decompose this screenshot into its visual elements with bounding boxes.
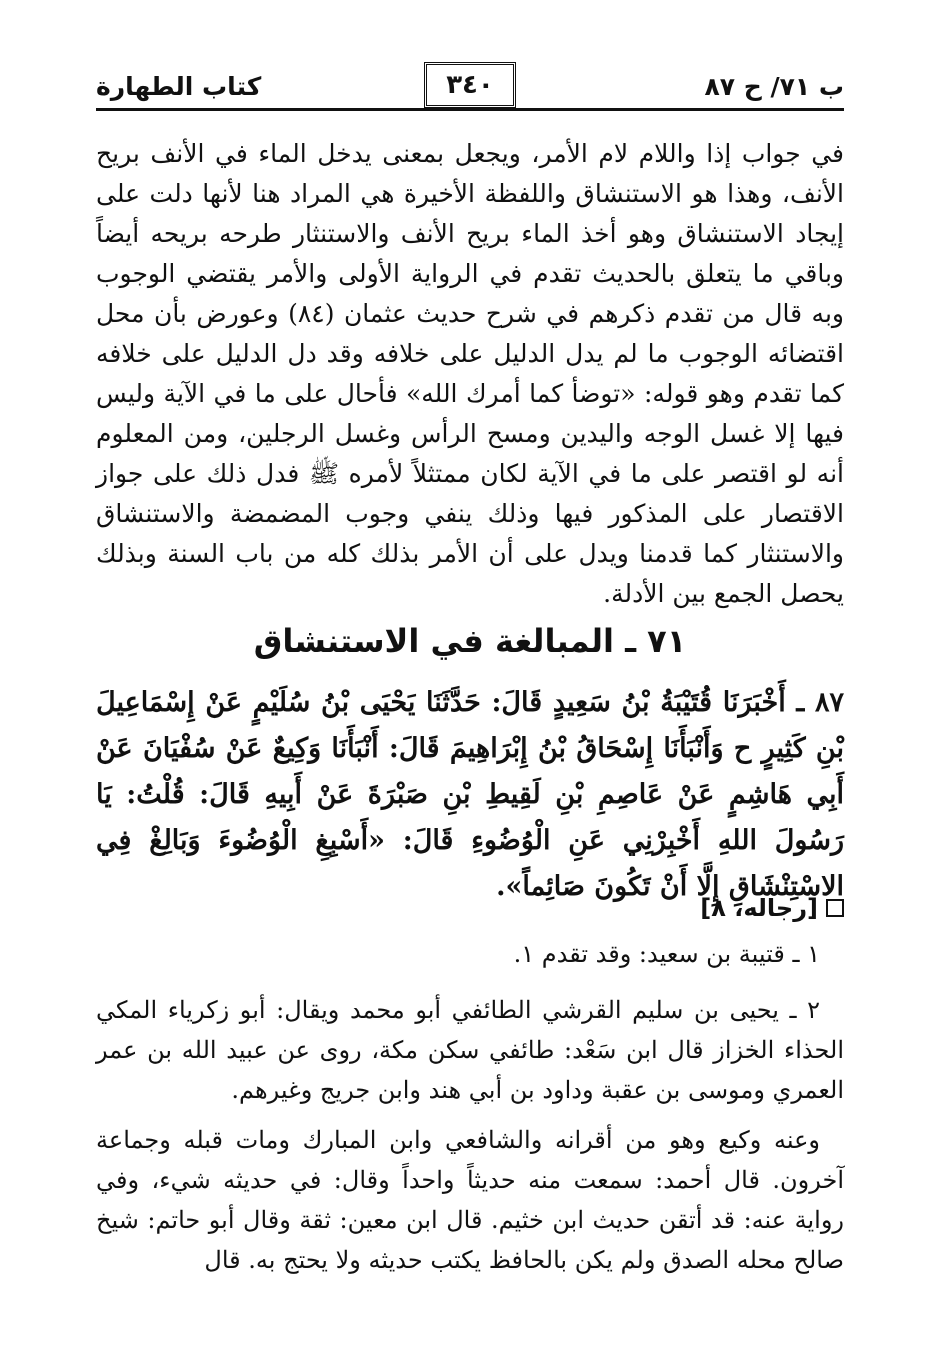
page-header: [96, 62, 844, 118]
narrators-section-label: [700, 894, 844, 922]
page-number: ٣٤٠: [424, 62, 516, 108]
chapter-reference: ب ٧١/ ح ٨٧: [704, 72, 844, 101]
commentary-paragraph: في جواب إذا واللام لام الأمر، ويجعل بمعنى يدخل الماء في الأنف بريح الأنف، وهذا هو الاستنشاق واللفظة الأخيرة هي المراد هنا لأنها دلت على إيجاد الاستنشاق وهو أخذ الماء بريح الأنف والاستنثار طرحه بريحه أيضاً وباقي ما يتعلق بالحديث تقدم في الرواية الأولى والأمر يقتضي الوجوب وبه قال من تقدم ذكرهم في شرح حديث عثمان (٨٤) وعورض بأن محل اقتضائه الوجوب ما لم يدل الدليل على خلافه وقد دل الدليل على خلافه كما تقدم وهو قوله: «توضأ كما أمرك الله» فأحال على ما في الآية وليس فيها إلا غسل الوجه واليدين ومسح الرأس وغسل الرجلين، ومن المعلوم أنه لو اقتصر على ما في الآية لكان ممتثلاً لأمره ﷺ فدل ذلك على جواز الاقتصار على المذكور فيها وذلك ينفي وجوب المضمضة والاستنشاق والاستنثار كما قدمنا ويدل على أن الأمر بذلك كله من باب السنة وبذلك يحصل الجمع بين الأدلة.: [96, 139, 844, 608]
narrators-label-text: [رجاله، ٨]: [700, 894, 818, 922]
narrator-entry-1: ١ ـ قتيبة بن سعيد: وقد تقدم ١.: [513, 940, 820, 968]
narrator-entry-2-continued: وعنه وكيع وهو من أقرانه والشافعي وابن المبارك ومات قبله وجماعة آخرون. قال أحمد: سمعت منه حديثاً واحداً وقال: في حديثه شيء، وفي رواية عنه: قد أتقن حديث ابن خثيم. قال ابن معين: ثقة وقال أبو حاتم: شيخ صالح محله الصدق ولم يكن بالحافظ يكتب حديثه ولا يحتج به. قال: [96, 1126, 844, 1274]
chapter-heading: ٧١ ـ المبالغة في الاستنشاق: [253, 622, 687, 660]
header-divider: [96, 108, 844, 111]
hadith-text: ٨٧ ـ أَخْبَرَنَا قُتَيْبَةُ بْنُ سَعِيدٍ قَالَ: حَدَّثَنَا يَحْيَى بْنُ سُلَيْمٍ عَنْ إِسْمَاعِيلَ بْنِ كَثِيرٍ ح وَأَنْبَأَنَا إِسْحَاقُ بْنُ إِبْرَاهِيمَ قَالَ: أَنْبَأَنَا وَكِيعٌ عَنْ سُفْيَانَ عَنْ أَبِي هَاشِمٍ عَنْ عَاصِمِ بْنِ لَقِيطِ بْنِ صَبْرَةَ عَنْ أَبِيهِ قَالَ: قُلْتُ: يَا رَسُولَ اللهِ أَخْبِرْنِي عَنِ الْوُضُوءِ قَالَ: «أَسْبِغِ الْوُضُوءَ وَبَالِغْ فِي الاسْتِنْشَاقِ إِلَّا أَنْ تَكُونَ صَائِماً».: [96, 687, 844, 902]
square-bullet-icon: [826, 899, 844, 917]
book-title: كتاب الطهارة: [96, 72, 262, 101]
narrator-entry-2: ٢ ـ يحيى بن سليم القرشي الطائفي أبو محمد ويقال: أبو زكرياء المكي الحذاء الخزاز قال ابن سَعْد: طائفي سكن مكة، روى عن عبيد الله بن عمر العمري وموسى بن عقبة وداود بن أبي هند وابن جريج وغيرهم.: [96, 996, 844, 1104]
